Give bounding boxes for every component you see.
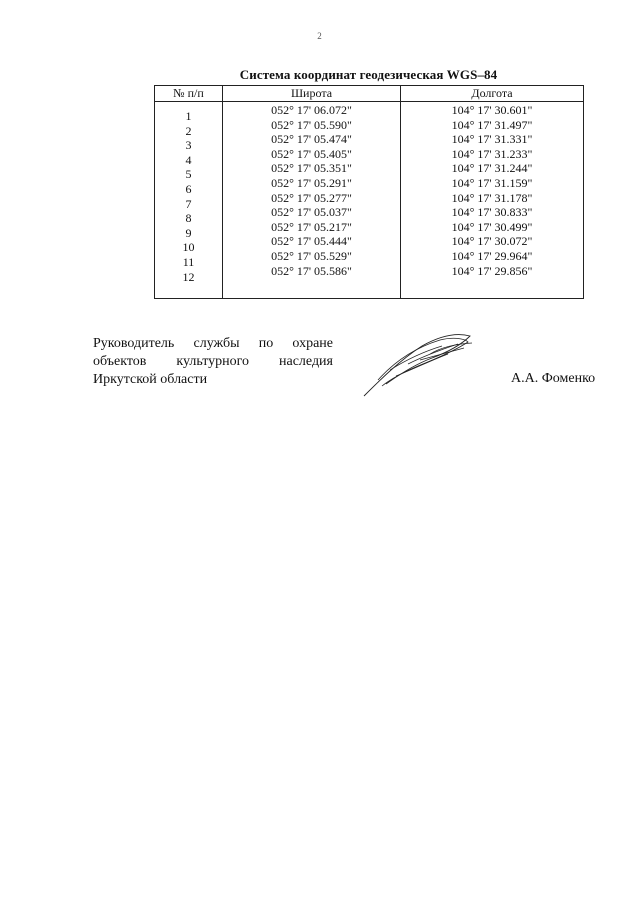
table-cell-value: 052° 17' 05.529" <box>271 248 352 263</box>
table-body-row <box>155 102 584 299</box>
table-cell-value: 12 <box>182 269 195 284</box>
header-number: № п/п <box>155 86 223 102</box>
table-cell-value: 104° 17' 31.178" <box>451 190 533 205</box>
signatory-position <box>93 335 333 389</box>
table-cell-value: 104° 17' 30.499" <box>451 219 533 234</box>
table-cell-value: 052° 17' 05.277" <box>271 190 352 205</box>
table-cell-value: 052° 17' 05.351" <box>271 161 352 176</box>
table-cell-value: 8 <box>185 211 192 226</box>
table-cell-value: 104° 17' 29.964" <box>451 248 533 263</box>
position-line: Иркутской области <box>93 372 208 387</box>
table-cell-value: 104° 17' 30.833" <box>451 205 533 220</box>
table-cell-value: 10 <box>182 240 195 255</box>
header-longitude: Долгота <box>401 86 584 102</box>
header-latitude: Широта <box>223 86 401 102</box>
table-cell-value: 104° 17' 31.244" <box>451 161 533 176</box>
table-cell-value: 9 <box>185 225 192 240</box>
signer-name: А.А. Фоменко <box>511 371 596 386</box>
table-cell-value: 104° 17' 31.233" <box>451 146 533 161</box>
latitude-list <box>223 102 400 279</box>
table-cell-value: 1 <box>185 109 192 123</box>
table-cell-value: 052° 17' 05.217" <box>271 219 352 234</box>
table-cell-value: 052° 17' 05.405" <box>271 146 352 161</box>
position-line: объектов культурного наследия <box>93 354 333 369</box>
table-cell-value: 5 <box>185 167 192 182</box>
table-cell-value: 052° 17' 05.586" <box>271 263 352 278</box>
table-cell-value: 052° 17' 05.590" <box>271 117 352 132</box>
page-number: 2 <box>317 31 322 41</box>
table-cell-value: 052° 17' 05.037" <box>271 205 352 220</box>
table-cell-value: 2 <box>185 123 192 138</box>
table-cell-value: 4 <box>185 152 192 167</box>
table-cell-value: 104° 17' 31.159" <box>451 175 533 190</box>
number-cell <box>155 102 223 299</box>
table-cell-value: 104° 17' 30.072" <box>451 234 533 249</box>
coordinates-table <box>154 85 584 299</box>
handwritten-signature <box>360 330 475 398</box>
table-cell-value: 052° 17' 05.291" <box>271 175 352 190</box>
table-cell-value: 11 <box>182 254 195 269</box>
table-header-row <box>155 86 584 102</box>
table-cell-value: 052° 17' 05.444" <box>271 234 352 249</box>
point-number-list <box>155 102 222 298</box>
position-line: Руководитель службы по охране <box>93 336 333 351</box>
table-cell-value: 104° 17' 29.856" <box>451 263 533 278</box>
longitude-cell <box>401 102 584 299</box>
table-cell-value: 104° 17' 30.601" <box>451 103 533 117</box>
table-cell-value: 104° 17' 31.497" <box>451 117 533 132</box>
longitude-list <box>401 102 583 279</box>
table-cell-value: 7 <box>185 196 192 211</box>
table-cell-value: 052° 17' 05.474" <box>271 132 352 147</box>
table-cell-value: 104° 17' 31.331" <box>451 132 533 147</box>
latitude-cell <box>223 102 401 299</box>
table-cell-value: 6 <box>185 181 192 196</box>
table-cell-value: 052° 17' 06.072" <box>271 103 352 117</box>
table-title: Система координат геодезическая WGS–84 <box>239 67 498 82</box>
table-cell-value: 3 <box>185 138 192 153</box>
